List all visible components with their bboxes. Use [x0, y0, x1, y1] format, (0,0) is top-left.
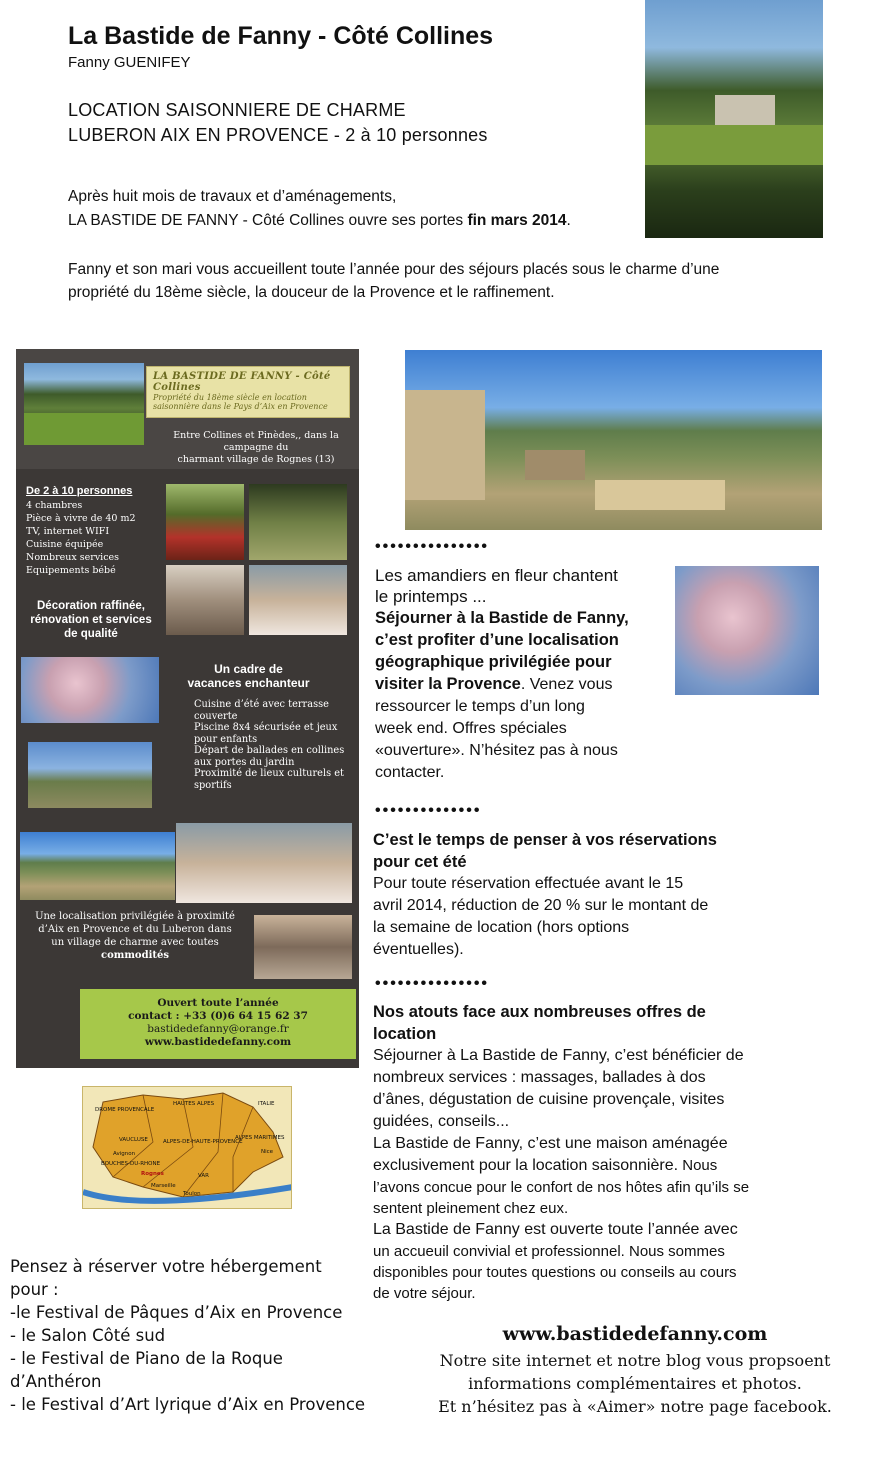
panorama-photo — [405, 350, 822, 530]
text-line: Pour toute réservation effectuée avant le 15 — [373, 875, 684, 892]
flyer-photo-bedroom — [249, 565, 347, 635]
section-atouts — [373, 1001, 813, 1304]
text-line: sentent pleinement chez eux. — [373, 1200, 569, 1217]
contact-phone: contact : +33 (0)6 64 15 62 37 — [128, 1010, 308, 1022]
flyer-photo-olive-trees — [249, 484, 347, 560]
decoration-text — [16, 599, 166, 641]
footer-line: informations complémentaires et photos. — [468, 1374, 802, 1393]
events-intro: pour : — [10, 1280, 59, 1299]
text-line: Les amandiers en fleur chantent — [375, 566, 618, 585]
deco-line: Décoration raffinée, — [37, 600, 145, 612]
intro-line-2-start: LA BASTIDE DE FANNY - Côté Collines ouvre ses portes — [68, 212, 468, 229]
flyer-caption-top — [156, 430, 356, 466]
cadre-title — [176, 662, 321, 690]
map-label: Avignon — [113, 1151, 136, 1157]
event-item: d’Anthéron — [10, 1372, 102, 1391]
caption-line: Entre Collines et Pinèdes,, dans la campagne du — [173, 430, 339, 453]
loc-line: Une localisation privilégiée à proximité — [35, 911, 235, 922]
capacity-item: Equipements bébé — [26, 565, 116, 576]
map-label: Toulon — [183, 1191, 201, 1197]
regular-span: exclusivement pour la location saisonnière. — [373, 1157, 679, 1174]
map-label: ITALIE — [258, 1101, 275, 1107]
map-label: Marseille — [151, 1183, 176, 1189]
text-line: week end. Offres spéciales — [375, 720, 567, 737]
loc-line: un village de charme avec toutes — [51, 937, 219, 948]
text-line: guidées, conseils... — [373, 1113, 510, 1130]
deco-line: rénovation et services — [30, 614, 152, 626]
lawn-shape — [645, 125, 823, 165]
intro-line-2-end: . — [566, 212, 571, 229]
event-item: - le Festival de Piano de la Roque — [10, 1349, 283, 1368]
event-item: - le Salon Côté sud — [10, 1326, 166, 1345]
almond-blossom-photo — [675, 566, 819, 695]
divider-dots: ••••••••••••••• — [375, 975, 490, 992]
cadre-item: Départ de ballades en collines aux portes du jardin — [194, 745, 345, 768]
flyer-photo-terrace — [28, 742, 152, 808]
cadre-line: Un cadre de — [214, 662, 283, 676]
intro-line-2 — [68, 212, 571, 230]
divider-dots: ••••••••••••••• — [375, 538, 490, 555]
footer-line: Et n’hésitez pas à «Aimer» notre page facebook. — [438, 1397, 832, 1416]
cadre-item: Cuisine d’été avec terrasse couverte — [194, 699, 329, 722]
provence-map — [82, 1086, 292, 1209]
text-line: géographique privilégiée pour — [375, 653, 612, 671]
text-line: l’avons concue pour le confort de nos hôtes afin qu’ils se — [373, 1179, 750, 1196]
map-label: HAUTES ALPES — [173, 1101, 215, 1107]
contact-box — [80, 989, 356, 1059]
location-line-2: LUBERON AIX EN PROVENCE - 2 à 10 personnes — [68, 125, 488, 145]
bold-span: visiter la Provence — [375, 675, 521, 693]
capacity-item: Cuisine équipée — [26, 539, 104, 550]
cadre-list — [194, 699, 354, 791]
page-title: La Bastide de Fanny - Côté Collines — [68, 22, 494, 50]
text-line: ressourcer le temps d’un long — [375, 698, 585, 715]
text-line: Séjourner à la Bastide de Fanny, — [375, 609, 629, 627]
flyer-photo-garden — [24, 363, 144, 445]
events-intro: Pensez à réserver votre hébergement — [10, 1257, 322, 1276]
footer-line: Notre site internet et notre blog vous propsoent — [439, 1351, 831, 1370]
cadre-line: vacances enchanteur — [187, 676, 310, 690]
owner-name: Fanny GUENIFEY — [68, 54, 191, 71]
text-line: pour cet été — [373, 853, 467, 871]
text-line — [373, 1155, 813, 1177]
capacity-item: Pièce à vivre de 40 m2 — [26, 513, 136, 524]
text-line: location — [373, 1025, 437, 1043]
text-line: de votre séjour. — [373, 1285, 476, 1302]
text-line: Nos atouts face aux nombreuses offres de — [373, 1003, 706, 1021]
contact-website: www.bastidedefanny.com — [144, 1036, 292, 1048]
text-line: contacter. — [375, 764, 445, 781]
map-label: VAUCLUSE — [119, 1137, 148, 1143]
pool-house — [525, 450, 585, 480]
map-label: BOUCHES-DU-RHONE — [101, 1161, 161, 1167]
map-label: VAR — [198, 1173, 209, 1179]
flyer-photo-summer-kitchen — [254, 915, 352, 979]
section-reservations — [373, 829, 803, 961]
text-line: La Bastide de Fanny, c’est une maison aménagée — [373, 1135, 728, 1152]
text-line: nombreux services : massages, ballades à dos — [373, 1069, 706, 1086]
capacity-item: 4 chambres — [26, 500, 83, 511]
event-item: - le Festival d’Art lyrique d’Aix en Provence — [10, 1395, 366, 1414]
flyer-photo-kitchen — [166, 565, 244, 635]
map-label: DROME PROVENCALE — [95, 1107, 155, 1113]
flyer-photo-blossom — [21, 657, 159, 723]
map-label: Nice — [261, 1149, 274, 1155]
localisation-text — [16, 910, 254, 962]
text-line: Séjourner à La Bastide de Fanny, c’est bénéficier de — [373, 1047, 744, 1064]
capacity-item: Nombreux services — [26, 552, 120, 563]
bastide-wall — [405, 390, 485, 500]
text-line: «ouverture». N’hésitez pas à nous — [375, 742, 618, 759]
logo-subtitle: Propriété du 18ème siècle en location saisonnière dans le Pays d’Aix en Provence — [153, 393, 328, 411]
lawn-shape — [24, 413, 144, 445]
events-list — [10, 1255, 390, 1416]
cadre-item: Proximité de lieux culturels et sportifs — [194, 768, 344, 791]
flyer-photo-room — [176, 823, 352, 903]
small-span: Nous — [678, 1157, 718, 1174]
flyer-photo-poppies — [166, 484, 244, 560]
text-line: C’est le temps de penser à vos réservations — [373, 831, 717, 849]
flyer-photo-house — [20, 832, 175, 900]
contact-open: Ouvert toute l’année — [157, 997, 279, 1009]
loc-line: d’Aix en Provence et du Luberon dans — [38, 924, 232, 935]
deco-line: de qualité — [64, 628, 118, 640]
text-line: d’ânes, dégustation de cuisine provençale, visites — [373, 1091, 725, 1108]
text-line: c’est profiter d’une localisation — [375, 631, 619, 649]
flyer-logo — [146, 366, 350, 418]
text-line: disponibles pour toutes questions ou conseils au cours — [373, 1264, 737, 1281]
text-line: le printemps ... — [375, 587, 487, 606]
event-item: -le Festival de Pâques d’Aix en Provence — [10, 1303, 343, 1322]
regular-span: . Venez vous — [520, 676, 613, 693]
intro-line-1: Après huit mois de travaux et d’aménagements, — [68, 188, 397, 205]
loc-line: commodités — [101, 950, 169, 961]
section-amandiers — [375, 565, 675, 784]
capacity-list — [26, 499, 136, 577]
capacity-item: TV, internet WIFI — [26, 526, 110, 537]
contact-email: bastidedefanny@orange.fr — [147, 1023, 289, 1035]
opening-date: fin mars 2014 — [467, 212, 567, 229]
text-line: éventuelles). — [373, 941, 464, 958]
fence — [595, 480, 725, 510]
property-photo-tree — [645, 0, 823, 238]
text-line: la semaine de location (hors options — [373, 919, 630, 936]
text-line: La Bastide de Fanny est ouverte toute l’année avec — [373, 1221, 738, 1238]
caption-line: charmant village de Rognes (13) — [177, 454, 335, 465]
house-shape — [715, 95, 775, 125]
location-line-1: LOCATION SAISONNIERE DE CHARME — [68, 100, 406, 120]
text-line: avril 2014, réduction de 20 % sur le montant de — [373, 897, 709, 914]
flyer — [16, 349, 359, 1068]
intro-paragraph: Fanny et son mari vous accueillent toute l’année pour des séjours placés sous le charme d’une propriété du 18ème siècle, la douceur de la Provence et le raffinement. — [68, 261, 720, 301]
map-label: ALPES-DE-HAUTE-PROVENCE — [163, 1139, 243, 1145]
text-line: un accueuil convivial et professionnel. Nous sommes — [373, 1243, 725, 1260]
logo-title: LA BASTIDE DE FANNY - Côté Collines — [153, 371, 331, 393]
map-label: ALPES MARITIMES — [235, 1135, 285, 1141]
map-label-rognes: Rognes — [141, 1171, 164, 1177]
footer-text — [380, 1349, 886, 1418]
divider-dots: •••••••••••••• — [375, 802, 482, 819]
website-link[interactable]: www.bastidedefanny.com — [502, 1323, 768, 1345]
cadre-item: Piscine 8x4 sécurisée et jeux pour enfants — [194, 722, 338, 745]
text-line — [375, 673, 675, 696]
capacity-title: De 2 à 10 personnes — [26, 485, 133, 497]
